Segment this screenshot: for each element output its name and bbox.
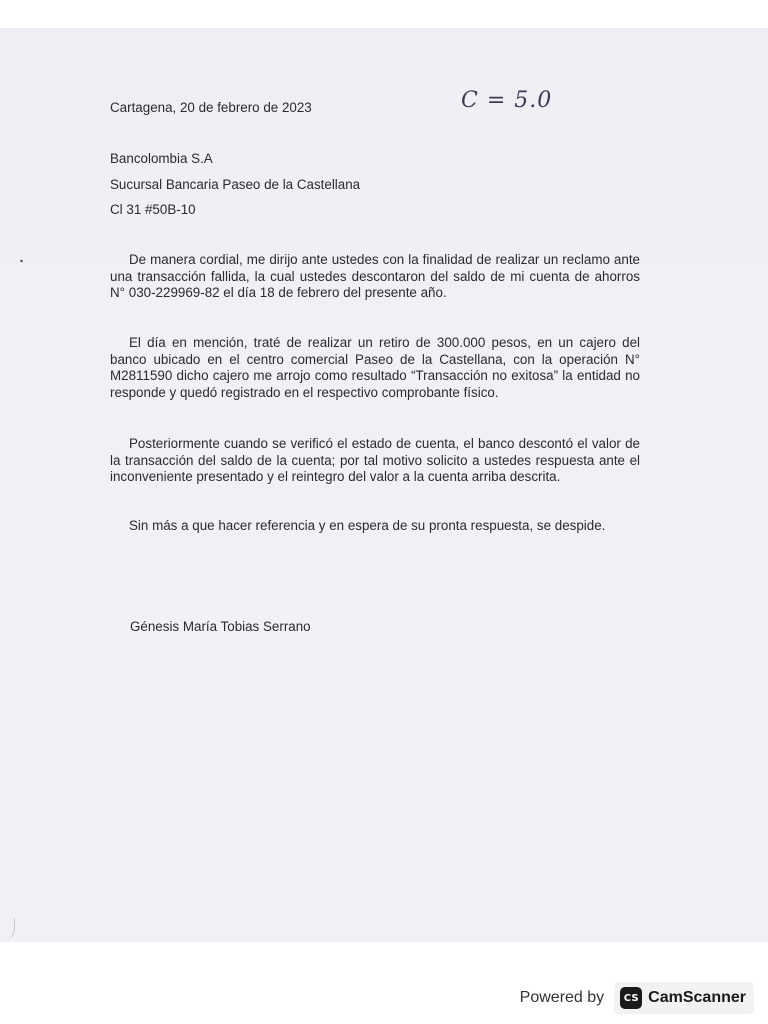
camscanner-brand-name: CamScanner	[648, 989, 746, 1006]
camscanner-badge	[614, 982, 754, 1014]
letter-date: Cartagena, 20 de febrero de 2023	[110, 100, 312, 115]
paragraph-request: Posteriormente cuando se verificó el estado de cuenta, el banco descontó el valor de la transacción del saldo de la cuenta; por tal motivo solicito a ustedes respuesta ante el inconveniente presentado y el reintegro del valor a la cuenta arriba descrita.	[110, 436, 640, 484]
camscanner-footer	[520, 982, 754, 1014]
paragraph-incident: El día en mención, traté de realizar un retiro de 300.000 pesos, en un cajero del banco ubicado en el centro comercial Paseo de la Castellana, con la operación N° M2811590 dicho cajero me arrojo como resultado “Transacción no exitosa” la entidad no responde y quedó registrado en el respectivo comprobante físico.	[110, 335, 640, 400]
recipient-address: Cl 31 #50B-10	[110, 202, 196, 217]
handwritten-grade: C = 5.0	[461, 88, 553, 113]
paragraph-claim: De manera cordial, me dirijo ante ustedes con la finalidad de realizar un reclamo ante una transacción fallida, la cual ustedes descontaron del saldo de mi cuenta de ahorros N° 030-229969-82 el día 18 de febrero del presente año.	[110, 252, 640, 300]
scan-speck	[20, 259, 24, 262]
page-curl	[0, 918, 15, 942]
letter-closing: Sin más a que hacer referencia y en espera de su pronta respuesta, se despide.	[129, 518, 606, 533]
camscanner-logo-icon: CS	[620, 987, 642, 1009]
recipient-name: Bancolombia S.A	[110, 151, 213, 166]
signature-name: Génesis María Tobias Serrano	[130, 619, 311, 634]
scanned-page	[0, 28, 768, 942]
recipient-branch: Sucursal Bancaria Paseo de la Castellana	[110, 177, 361, 192]
powered-by-label: Powered by	[519, 989, 605, 1006]
